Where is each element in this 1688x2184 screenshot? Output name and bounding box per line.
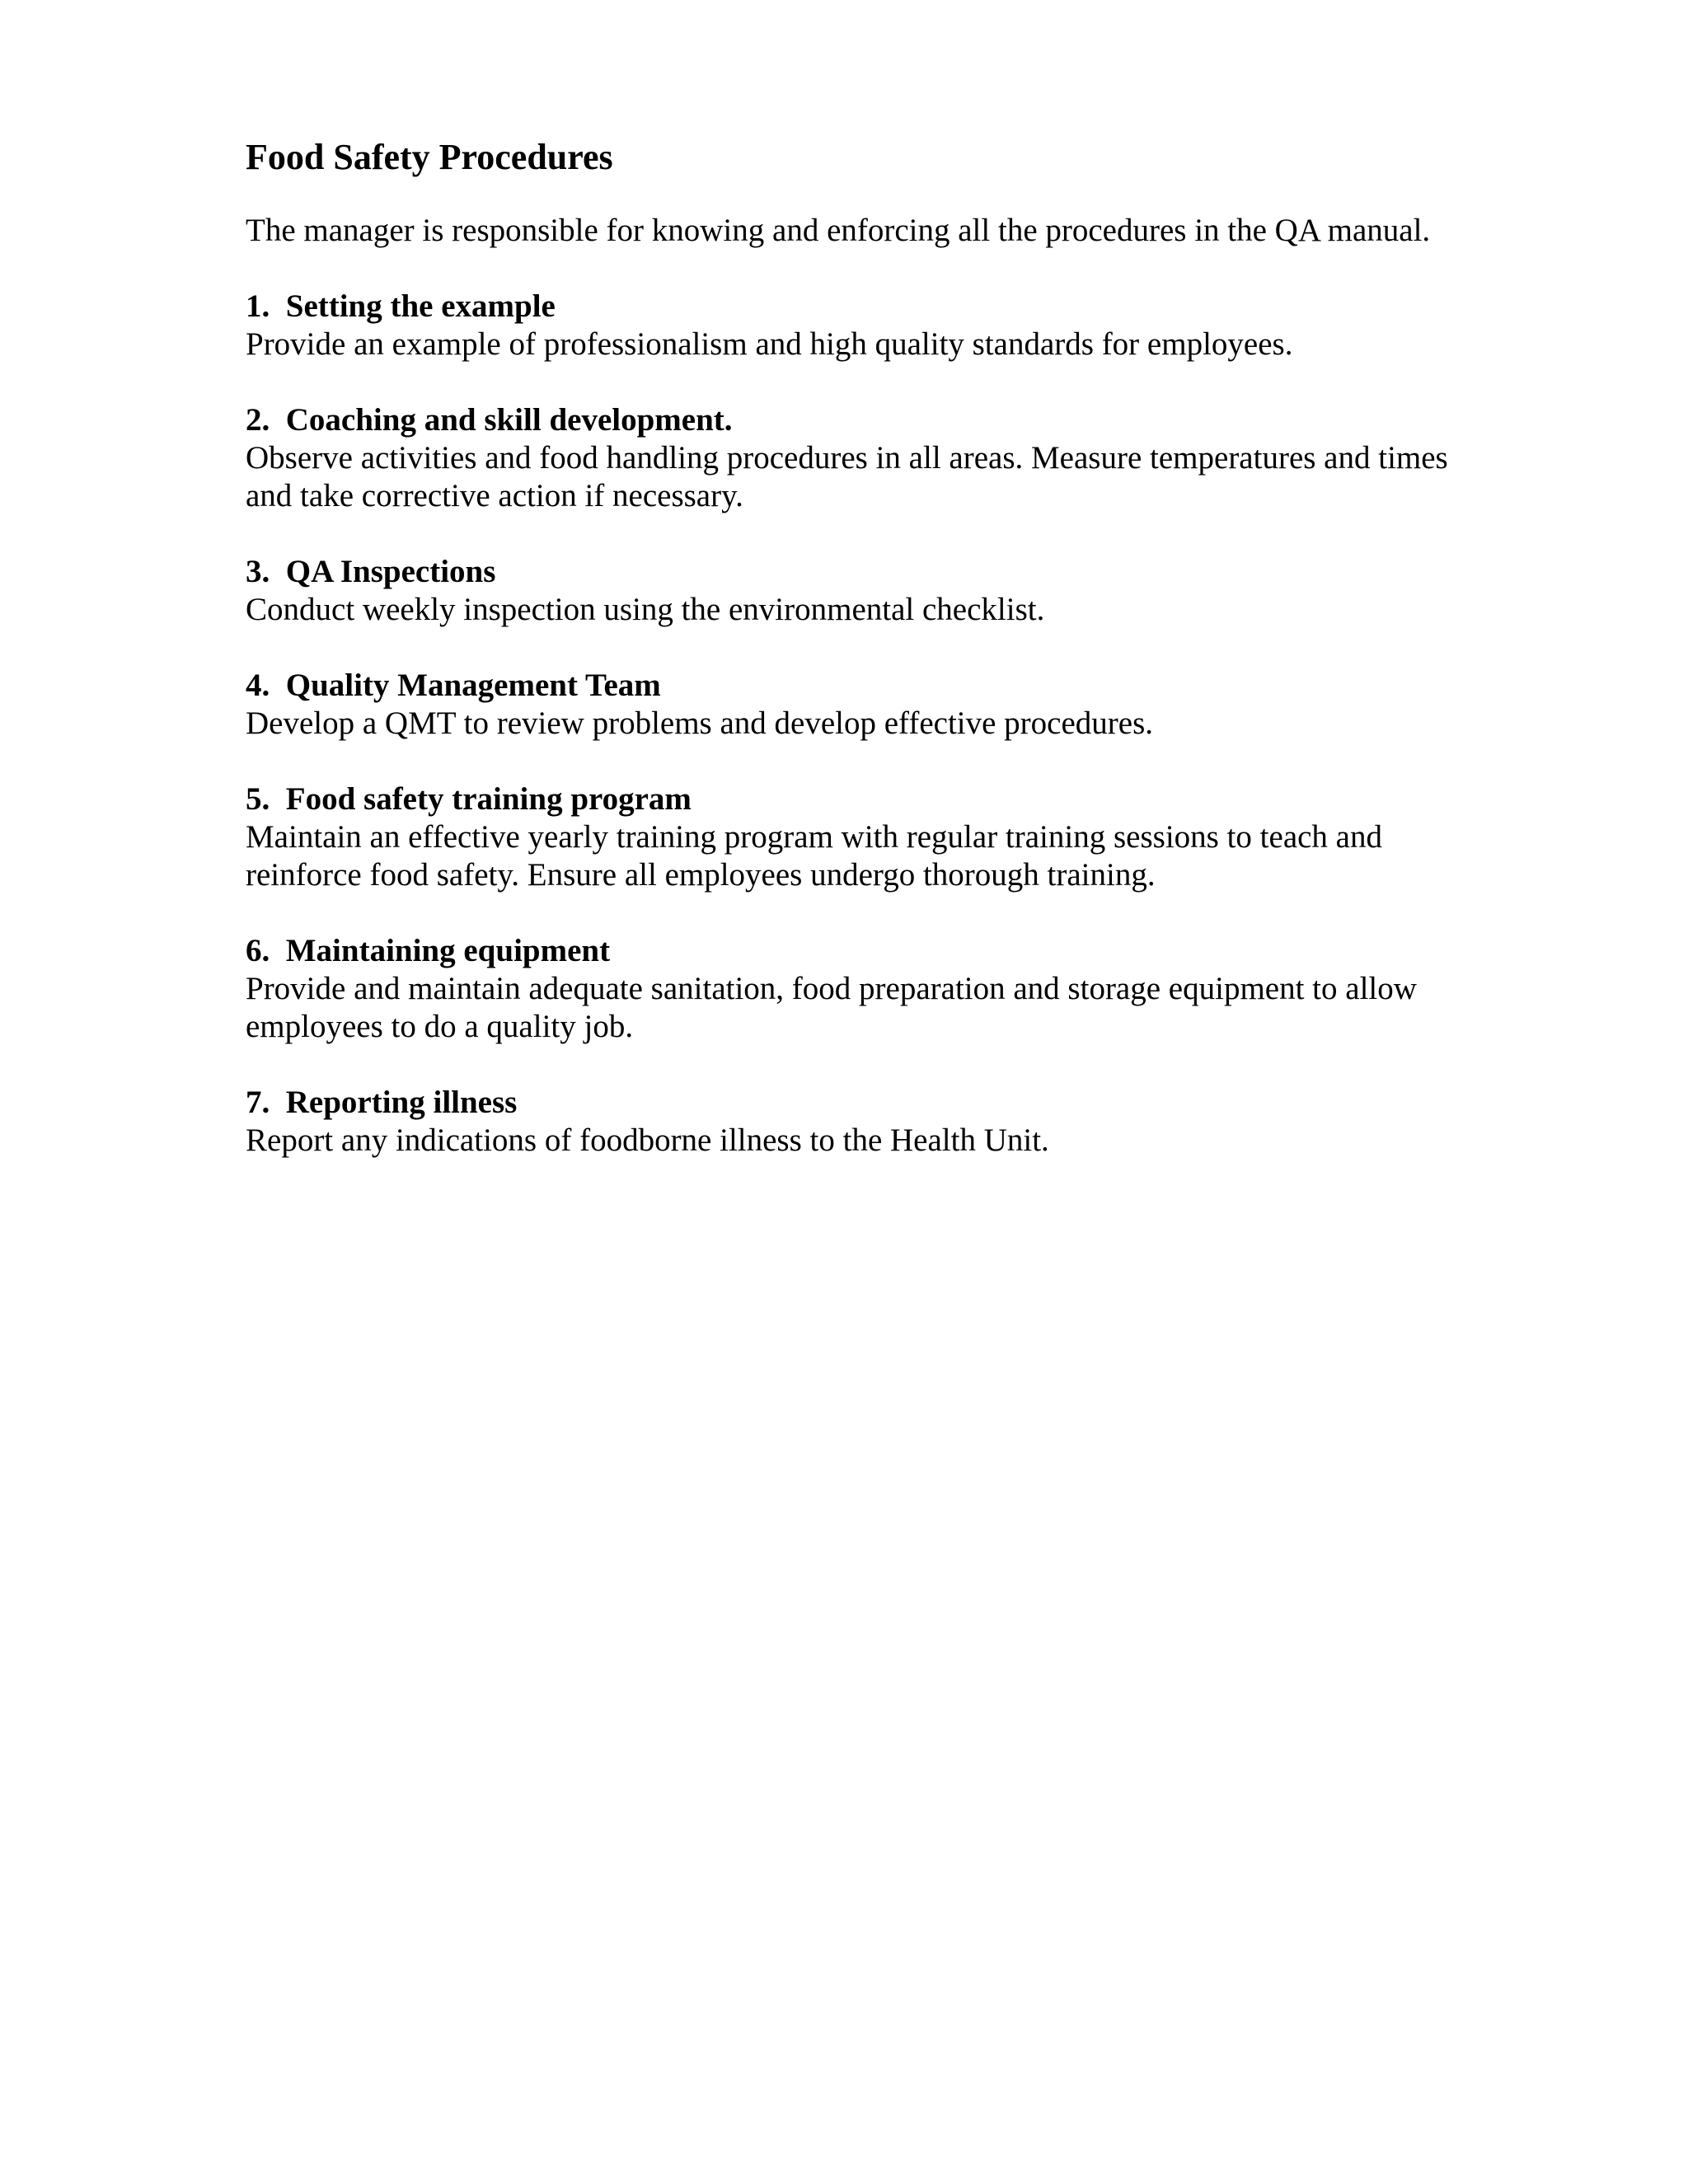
document-title: Food Safety Procedures: [246, 137, 613, 177]
procedure-item: [246, 1084, 1449, 1160]
intro-paragraph: The manager is responsible for knowing and enforcing all the procedures in the QA manual.: [246, 213, 1431, 249]
procedure-description: Conduct weekly inspection using the environmental checklist.: [246, 592, 1045, 628]
procedure-heading: 7. Reporting illness: [246, 1085, 518, 1121]
procedure-heading: 2. Coaching and skill development.: [246, 402, 733, 438]
procedure-description: Provide an example of professionalism and high quality standards for employees.: [246, 326, 1293, 363]
procedure-heading: 4. Quality Management Team: [246, 668, 661, 704]
procedure-item: [246, 667, 1449, 743]
procedure-item: [246, 780, 1449, 894]
procedure-description: Observe activities and food handling procedures in all areas. Measure temperatures and times and take corrective action if necessary.: [246, 440, 1448, 514]
procedure-heading: 6. Maintaining equipment: [246, 933, 611, 969]
procedure-description: Report any indications of foodborne illness to the Health Unit.: [246, 1122, 1049, 1159]
procedure-item: [246, 553, 1449, 629]
procedure-heading: 1. Setting the example: [246, 288, 556, 325]
procedure-heading: 3. QA Inspections: [246, 554, 496, 590]
document-page: [246, 134, 1449, 1197]
procedure-description: Provide and maintain adequate sanitation, food preparation and storage equipment to allow employees to do a quality job.: [246, 971, 1417, 1045]
procedure-item: [246, 401, 1449, 515]
procedure-item: [246, 288, 1449, 363]
procedure-item: [246, 932, 1449, 1046]
procedure-description: Develop a QMT to review problems and develop effective procedures.: [246, 705, 1154, 742]
procedure-heading: 5. Food safety training program: [246, 781, 692, 818]
procedure-description: Maintain an effective yearly training program with regular training sessions to teach and reinforce food safety. Ensure all employees undergo thorough training.: [246, 819, 1382, 893]
